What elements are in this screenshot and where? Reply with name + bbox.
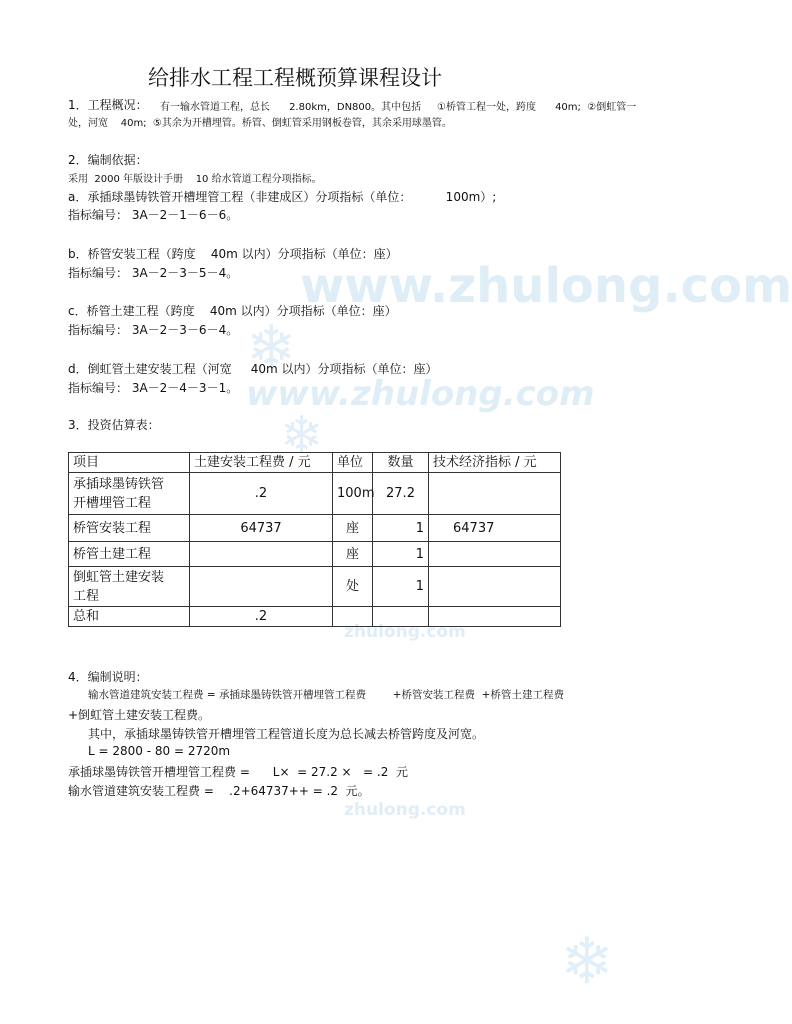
section2-heading: 2．编制依据：	[68, 153, 148, 167]
table-cell-unit: 100m	[333, 473, 373, 515]
table-row	[69, 515, 561, 542]
table-header: 技术经济指标 / 元	[429, 453, 561, 473]
section4-line2: +倒虹管土建安装工程费。	[68, 708, 211, 722]
table-cell-qty: 27.2	[373, 473, 429, 515]
table-cell-index	[429, 567, 561, 607]
table-row	[69, 567, 561, 607]
section1-line2: 处，河宽 40m; ⑤其余为开槽埋管。桥管、倒虹管采用钢板卷管，其余采用球墨管。	[68, 118, 452, 129]
table-cell-qty: 1	[373, 515, 429, 542]
watermark-text: www.zhulong.com	[300, 258, 792, 314]
table-cell-item	[69, 567, 190, 607]
section4-line6: 输水管道建筑安装工程费 = .2+64737++ = .2 元。	[68, 784, 370, 798]
table-cell-qty	[373, 607, 429, 627]
estimate-table	[68, 452, 561, 627]
table-header: 项目	[69, 453, 190, 473]
item-name-line2: 开槽埋管工程	[73, 495, 152, 511]
table-cell-index	[429, 607, 561, 627]
table-cell-cost	[190, 542, 333, 567]
section1-line1: 有一输水管道工程，总长 2.80km，DN800。其中包括 ①桥管工程一处，跨度 40m; ②倒虹管一	[160, 102, 637, 113]
item-name-line1: 承插球墨铸铁管	[73, 476, 165, 492]
table-cell-cost: .2	[190, 473, 333, 515]
basis-item-a-code: 指标编号： 3A－2－1－6－6。	[68, 208, 239, 222]
basis-item-b: b．桥管安装工程（跨度 40m 以内）分项指标（单位：座）	[68, 247, 398, 261]
section1-heading: 1．工程概况：	[68, 98, 148, 112]
watermark-text: www.zhulong.com	[246, 374, 595, 414]
table-header: 数量	[373, 453, 429, 473]
table-cell-unit: 座	[333, 515, 373, 542]
table-cell-cost	[190, 567, 333, 607]
table-cell-item: 总和	[69, 607, 190, 627]
watermark-text: zhulong.com	[344, 622, 466, 642]
table-cell-unit	[333, 607, 373, 627]
section3-heading: 3．投资估算表：	[68, 418, 160, 432]
page-title: 给排水工程工程概预算课程设计	[148, 66, 442, 90]
basis-item-b-code: 指标编号： 3A－2－3－5－4。	[68, 266, 239, 280]
table-cell-unit: 座	[333, 542, 373, 567]
table-cell-cost: .2	[190, 607, 333, 627]
table-cell-index	[429, 542, 561, 567]
section4-line1: 输水管道建筑安装工程费 = 承插球墨铸铁管开槽埋管工程费 +桥管安装工程费 +桥管土建工程费	[88, 689, 564, 701]
basis-item-c: c．桥管土建工程（跨度 40m 以内）分项指标（单位：座）	[68, 304, 397, 318]
section4-line4: L = 2800 - 80 = 2720m	[88, 744, 231, 758]
section2-basis: 采用 2000 年版设计手册 10 给水管道工程分项指标。	[68, 174, 322, 185]
table-cell-item	[69, 473, 190, 515]
section4-line3: 其中，承插球墨铸铁管开槽埋管工程管道长度为总长减去桥管跨度及河宽。	[88, 727, 485, 741]
item-name-line1: 倒虹管土建安装	[73, 569, 165, 585]
basis-item-a: a．承插球墨铸铁管开槽埋管工程（非建成区）分项指标（单位： 100m）;	[68, 190, 497, 204]
table-row-total	[69, 607, 561, 627]
table-cell-cost: 64737	[190, 515, 333, 542]
table-cell-item: 桥管土建工程	[69, 542, 190, 567]
table-row	[69, 542, 561, 567]
watermark-text: zhulong.com	[344, 800, 466, 820]
table-cell-index: 64737	[429, 515, 561, 542]
watermark-snowflake-icon: ❄	[280, 406, 324, 466]
table-cell-qty: 1	[373, 567, 429, 607]
basis-item-d: d．倒虹管土建安装工程（河宽 40m 以内）分项指标（单位：座）	[68, 362, 438, 376]
basis-item-d-code: 指标编号： 3A－2－4－3－1。	[68, 381, 239, 395]
table-cell-qty: 1	[373, 542, 429, 567]
table-row	[69, 473, 561, 515]
watermark-snowflake-icon: ❄	[560, 925, 614, 999]
section4-heading: 4．编制说明：	[68, 670, 148, 684]
table-header-row	[69, 453, 561, 473]
table-header: 单位	[333, 453, 373, 473]
table-cell-index	[429, 473, 561, 515]
item-name-line2: 工程	[73, 588, 100, 604]
basis-item-c-code: 指标编号： 3A－2－3－6－4。	[68, 323, 239, 337]
table-cell-unit: 处	[333, 567, 373, 607]
table-cell-item: 桥管安装工程	[69, 515, 190, 542]
watermark-snowflake-icon: ❄	[246, 313, 297, 383]
table-header: 土建安装工程费 / 元	[190, 453, 333, 473]
section4-line5: 承插球墨铸铁管开槽埋管工程费 = L× = 27.2 × = .2 元	[68, 765, 408, 779]
